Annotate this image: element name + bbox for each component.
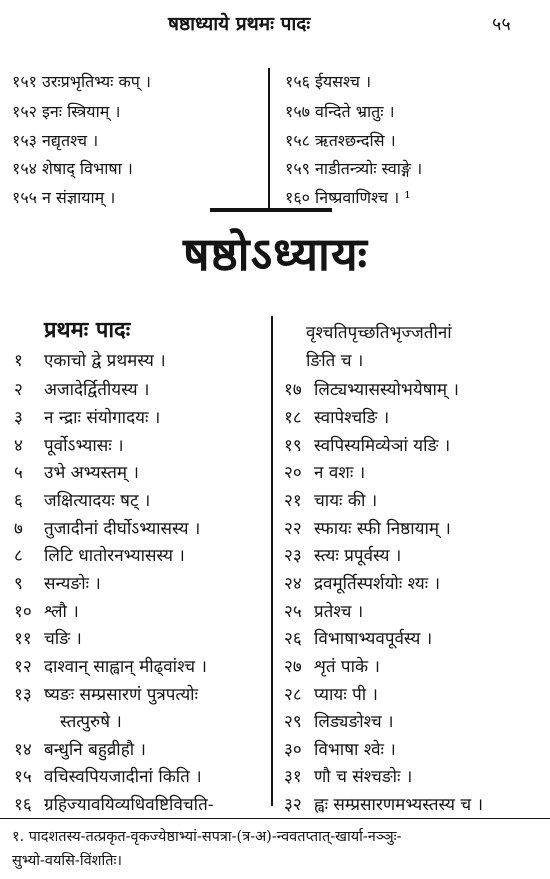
sutra-text: शृतं पाके । xyxy=(314,657,380,677)
sutra-number: २६ xyxy=(284,629,302,649)
top-sutra-line: १५८ ऋतश्छन्दसि । xyxy=(285,131,396,150)
sutra-number: २९ xyxy=(284,712,302,732)
column-divider xyxy=(268,68,270,210)
sutra-number: २८ xyxy=(284,685,302,705)
sutra-number: ३२ xyxy=(284,795,302,815)
sutra-number: १२ xyxy=(14,657,32,677)
sutra-text: प्रतेश्च । xyxy=(314,602,364,622)
sutra-text: चङि । xyxy=(44,629,82,649)
sutra-number: १३ xyxy=(14,685,32,705)
sutra-text: सन्यङोः । xyxy=(44,574,101,594)
sutra-text-continuation: स्तत्पुरुषे । xyxy=(60,712,122,732)
sutra-number: १८ xyxy=(284,408,302,428)
sutra-text: वचिस्वपियजादीनां किति । xyxy=(44,767,202,787)
sutra-number: २० xyxy=(284,463,302,483)
top-sutra-line: १५९ नाडीतन्त्र्योः स्वाङ्गे । xyxy=(285,159,423,178)
sutra-text: दाश्वान् साह्वान् मीढ्वांश्च । xyxy=(44,657,207,677)
sutra-text: एकाचो द्वे प्रथमस्य । xyxy=(44,351,166,371)
footnote-rule xyxy=(0,818,550,819)
top-sutra-line: १५७ वन्दिते भ्रातुः । xyxy=(285,102,395,121)
sutra-text: द्रवमूर्तिस्पर्शयोः श्यः । xyxy=(314,574,441,594)
sutra-text: ह्वः सम्प्रसारणमभ्यस्तस्य च । xyxy=(314,795,484,815)
sutra-number: १६ xyxy=(14,795,32,815)
top-sutra-line: १५१ उरःप्रभृतिभ्यः कप् । xyxy=(12,72,151,91)
sutra-number: ६ xyxy=(14,491,23,511)
footnote-line: १. पादशतस्य-तत्प्रकृत-वृकज्येष्ठाभ्यां-सपत्रा-(त्र-अ)-न्ववतप्तात्-खार्या-नञ्ञुः- xyxy=(12,829,402,845)
sutra-number: ५ xyxy=(14,463,23,483)
sutra-number: ४ xyxy=(14,436,23,456)
sutra-number: ८ xyxy=(14,546,23,566)
sutra-text: लिड्यङोश्च । xyxy=(314,712,394,732)
sutra-number: ३१ xyxy=(284,767,302,787)
sutra-number: ७ xyxy=(14,519,23,539)
sutra-text: प्यायः पी । xyxy=(314,685,378,705)
top-sutra-line: १५५ न संज्ञायाम् । xyxy=(12,188,116,207)
sutra-text: ष्यङः सम्प्रसारणं पुत्रपत्योः xyxy=(44,685,199,705)
sutra-text: न वशः । xyxy=(314,463,366,483)
top-sutra-line: १६० निष्प्रवाणिश्च । ¹ xyxy=(285,188,411,207)
sutra-number: २७ xyxy=(284,657,302,677)
chapter-title: षष्ठोऽध्यायः xyxy=(183,227,368,281)
sutra-text: अजादेर्द्वितीयस्य । xyxy=(44,380,150,400)
sutra-number: २१ xyxy=(284,491,302,511)
sutra-text: स्त्यः प्रपूर्वस्य । xyxy=(314,546,402,566)
sutra-text: श्लौ । xyxy=(44,602,79,622)
sutra-text-continuation: वृश्चतिपृच्छतिभृज्जतीनां xyxy=(306,323,452,343)
sutra-number: १० xyxy=(14,602,32,622)
sutra-text-continuation: ङिति च । xyxy=(306,351,364,371)
sutra-number: ११ xyxy=(14,629,32,649)
sutra-number: २ xyxy=(14,380,23,400)
sutra-text: उभे अभ्यस्तम् । xyxy=(44,463,139,483)
pada-heading: प्रथमः पादः xyxy=(44,317,131,343)
sutra-text: स्वपिस्यमिव्येञां यङि । xyxy=(314,436,451,456)
sutra-text: लिट्यभ्यासस्योभयेषाम् । xyxy=(314,380,459,400)
page-number: ५५ xyxy=(492,14,511,35)
running-header: षष्ठाध्याये प्रथमः पादः xyxy=(168,13,311,35)
sutra-text: पूर्वोऽभ्यासः । xyxy=(44,436,124,456)
sutra-number: २४ xyxy=(284,574,302,594)
sutra-text: स्वापेश्चङि । xyxy=(314,408,390,428)
sutra-text: स्फायः स्फी निष्ठायाम् । xyxy=(314,519,451,539)
sutra-number: १ xyxy=(14,351,23,371)
sutra-text: विभाषा श्वेः । xyxy=(314,740,396,760)
sutra-text: णौ च संश्चङोः । xyxy=(314,767,413,787)
sutra-number: ३ xyxy=(14,408,23,428)
sutra-text: बन्धुनि बहुव्रीहौ । xyxy=(44,740,146,760)
sutra-number: १५ xyxy=(14,767,32,787)
sutra-number: १७ xyxy=(284,380,302,400)
top-sutra-line: १५३ नद्यृतश्च । xyxy=(12,131,99,150)
top-sutra-line: १५६ ईयसश्च । xyxy=(285,72,372,91)
section-rule xyxy=(210,208,332,212)
sutra-text: न न्द्राः संयोगादयः । xyxy=(44,408,161,428)
sutra-text: तुजादीनां दीर्घोऽभ्यासस्य । xyxy=(44,519,201,539)
column-divider xyxy=(271,316,273,806)
sutra-text: ग्रहिज्यावयिव्यधिवष्टिविचति- xyxy=(44,795,214,815)
sutra-number: ९ xyxy=(14,574,23,594)
sutra-text: लिटि धातोरनभ्यासस्य । xyxy=(44,546,185,566)
sutra-number: २५ xyxy=(284,602,302,622)
sutra-text: चायः की । xyxy=(314,491,378,511)
top-sutra-line: १५२ इनः स्त्रियाम् । xyxy=(12,102,121,121)
sutra-number: १९ xyxy=(284,436,302,456)
sutra-number: ३० xyxy=(284,740,302,760)
sutra-number: २३ xyxy=(284,546,302,566)
sutra-text: जक्षित्यादयः षट् । xyxy=(44,491,151,511)
footnote-line: सुभ्यो-वयसि-विंशतिः। xyxy=(12,853,122,869)
sutra-text: विभाषाभ्यवपूर्वस्य । xyxy=(314,629,433,649)
top-sutra-line: १५४ शेषाद् विभाषा । xyxy=(12,159,133,178)
sutra-number: १४ xyxy=(14,740,32,760)
sutra-number: २२ xyxy=(284,519,302,539)
